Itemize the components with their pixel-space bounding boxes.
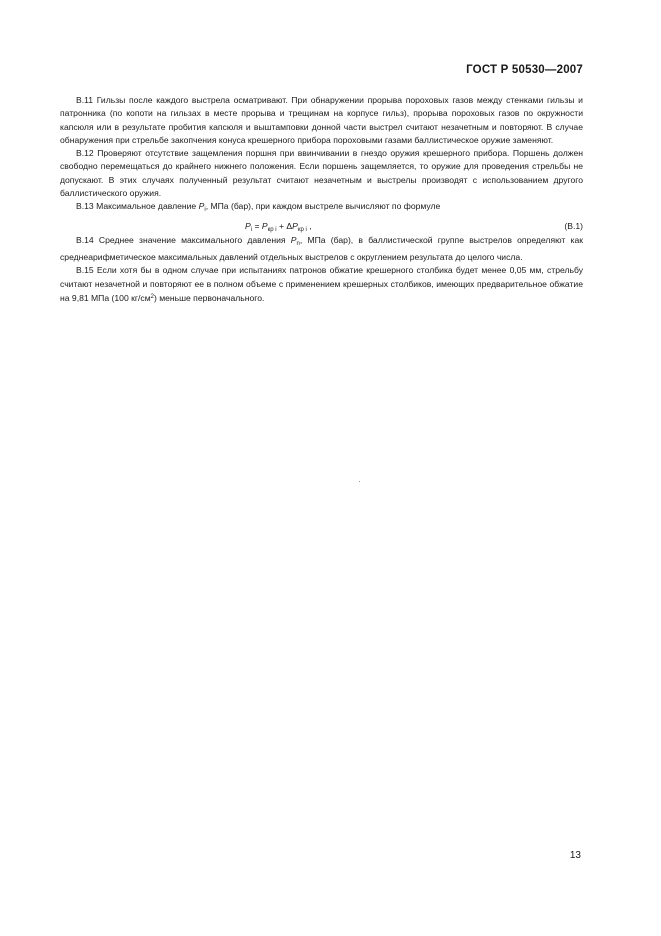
b15-text-after: ) меньше первоначального.: [153, 292, 265, 303]
b13-variable: P: [198, 201, 205, 212]
formula-term1-subscript: кр i: [267, 226, 277, 233]
formula-delta: Δ: [286, 220, 293, 231]
formula-term2-subscript: кр i: [297, 226, 307, 233]
paragraph-b13: [60, 200, 583, 217]
b14-text-after: , МПа (бар), в баллистической группе выстрелов определяют как среднеарифметическое максимальных давлений отдельных выстрелов с округлением результата до целого числа.: [60, 234, 583, 262]
formula-plus: +: [276, 220, 287, 231]
b13-text-after: , МПа (бар), при каждом выстреле вычисляют по формуле: [205, 201, 441, 212]
b13-variable-subscript: i: [204, 207, 206, 214]
b15-text-before: В.15 Если хотя бы в одном случае при испытаниях патронов обжатие крешерного столбика будет менее 0,05 мм, стрельбу считают незачетной и повторяют ее в полном объеме с применением крешерных столбиков, имеющих предварительное обжатие на 9,81 МПа (100 кг/см: [60, 265, 583, 303]
document-body: [60, 94, 583, 305]
document-standard-code: ГОСТ Р 50530—2007: [466, 64, 583, 76]
formula-number: (В.1): [564, 220, 583, 231]
formula-term1: P: [261, 220, 268, 231]
formula-lhs-subscript: i: [250, 226, 253, 233]
b14-variable: P: [290, 234, 297, 245]
formula-lhs: P: [245, 220, 251, 231]
b13-text-before: В.13 Максимальное давление: [76, 201, 197, 212]
paragraph-b12: В.12 Проверяют отсутствие защемления поршня при ввинчивании в гнездо оружия крешерного прибора. Поршень должен свободно перемещаться до крайнего нижнего положения. Если поршень защемляется, то оружие для проведения стрельбы не допускают. В этих случаях полученный результат считают незачетным и выстрелы производят с использованием другого баллистического оружия.: [60, 148, 583, 199]
b15-superscript: 2: [150, 293, 154, 300]
paragraph-b11: В.11 Гильзы после каждого выстрела осматривают. При обнаружении прорыва пороховых газов между стенками гильзы и патронника (по копоти на гильзах в месте прорыва и трещинам на корпусе гильз), прорыва пороховых газов по окружности капсюля или в результате пробития капсюля и выштамповки донной части выстрел считают незачетным и повторяют. В случае обнаружения при стрельбе закопчения конуса крешерного прибора пороховыми газами баллистическое оружие заменяют.: [60, 95, 583, 145]
scan-speck: [359, 481, 360, 482]
b14-text-before: В.14 Среднее значение максимального давления: [76, 234, 286, 245]
formula-b1: [60, 218, 583, 234]
paragraph-b15: [60, 264, 583, 305]
paragraph-b14: [60, 234, 583, 265]
formula-end: ,: [306, 220, 312, 231]
page-number: 13: [569, 850, 581, 861]
formula-expression: [245, 218, 312, 238]
formula-equals: =: [252, 220, 262, 231]
b14-variable-subscript: n: [296, 240, 300, 247]
formula-term2: P: [292, 220, 298, 231]
